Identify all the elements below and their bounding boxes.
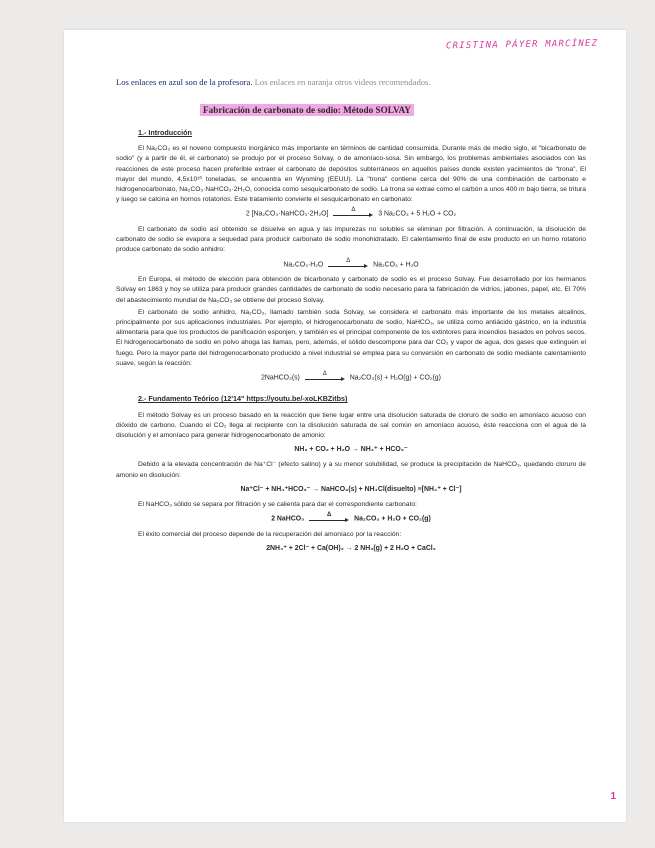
intro-paragraph-1: El Na₂CO₃ es el noveno compuesto inorgánico más importante en términos de cantidad consumida. Durante más de medio siglo, el "bicarbonato de sodio" (y a partir de él, el carbonato) se produjo por el proceso Solvay, o de amoníaco-sosa. Sin embargo, los problemas ambientales asociados con las reacciones de este proceso hacen preferible extraer el carbonato de depósitos subterráneos en aquellos países donde existen yacimientos de "trona". El mayor del mundo, 4,5x10¹⁰ toneladas, se encuentra en Wyoming (EEUU). La "trona" contiene cerca del 90% de una combinación de carbonato e hidrogenocarbonato, Na₂CO₃·NaHCO₃·2H₂O, conocida como sesquicarbonato de sodio. La trona se extrae como el carbón a unos 400 m bajo tierra, se tritura y luego se calcina en hornos rotatorios. Este tratamiento convierte el sesquicarbonato en carbonato:	[116, 145, 586, 204]
section-heading-text: 2.- Fundamento Teórico	[138, 394, 219, 404]
note-blue-links: Los enlaces en azul son de la profesora.	[116, 77, 253, 87]
reaction-arrow-icon	[333, 209, 373, 218]
theory-paragraph-1: El método Solvay es un proceso basado en la reacción que tiene lugar entre una disolución saturada de cloruro de sodio en amoníaco acuoso con dióxido de carbono. Cuando el CO₂ llega al recipiente con la disolución saturada de sal común en amoníaco acuoso, éste reacciona con el agua de la disolución y el amoníaco para generar hidrogenocarbonato de amonio:	[116, 411, 586, 440]
reaction-arrow-icon	[328, 257, 368, 269]
equation-right: Na₂CO₃ + H₂O	[373, 260, 419, 268]
theory-paragraph-4: El éxito comercial del proceso depende de la recuperación del amoníaco por la reacción:	[138, 530, 402, 538]
intro-paragraph-2: El carbonato de sodio así obtenido se disuelve en agua y las impurezas no solubles se eliminan por filtración. A continuación, la disolución de carbonato de sodio se evapora a sequedad para producir carbonato de sodio monohidratado. El calentamiento final de este producto en un horno rotatorio produce carbonato de sodio anhidro:	[116, 225, 586, 254]
delta-symbol: Δ	[351, 207, 356, 214]
delta-symbol: Δ	[322, 370, 327, 377]
equation-trona-calcination	[116, 209, 586, 220]
equation-left: 2NaHCO₃(s)	[261, 374, 300, 382]
theory-paragraph-3: El NaHCO₃ sólido se separa por filtración y se calienta para dar el correspondiente carbonato:	[138, 501, 417, 509]
video-link[interactable]: (12'14" https://youtu.be/-xoLKBZitbs)	[220, 394, 348, 404]
equation-left: Na₂CO₃·H₂O	[283, 260, 324, 268]
delta-symbol: Δ	[346, 257, 351, 264]
intro-paragraph-4: El carbonato de sodio anhidro, Na₂CO₃, llamado también soda Solvay, se considera el carbonato más importante de los metales alcalinos, principalmente por sus aplicaciones industriales. Por ejemplo, el hidrogenocarbonato de sodio, NaHCO₃, se utiliza como antiácido gástrico, en la industria alimentaria para que los productos de panificación esponjen, y también es el principal componente de los extintores para incendios basados en polvos secos. El hidrogenocarbonato de sodio en polvo ahoga las llamas, pero, además, el sólido descompone para dar CO₂ y vapor de agua, dos gases que extinguen el fuego. Pero la mayor parte del hidrogenocarbonato producido a nivel industrial se emplea para su conversión en carbonato de sodio mediante calentamiento suave, según la reacción:	[116, 308, 586, 367]
link-color-note	[116, 77, 431, 87]
equation-precipitation: Na⁺Cl⁻ + NH₄⁺HCO₃⁻ → NaHCO₃(s) + NH₄Cl(disuelto) ≡[NH₄⁺ + Cl⁻]	[240, 485, 462, 493]
document-body	[116, 128, 586, 559]
section-heading-fundamento	[138, 394, 586, 404]
equation-monohydrate	[116, 257, 586, 271]
delta-symbol: Δ	[327, 512, 332, 519]
theory-paragraph-2: Debido a la elevada concentración de Na⁺Cl⁻ (efecto salino) y a su menor solubilidad, se produce la precipitación de NaHCO₃, quedando cloruro de amonio en disolución:	[116, 461, 586, 479]
equation-left: 2 NaHCO₃	[271, 515, 305, 523]
author-handwritten-name: CRISTINA PÁYER MARCÍNEZ	[445, 38, 599, 52]
document-page	[64, 30, 626, 822]
document-title: Fabricación de carbonato de sodio: Método SOLVAY	[200, 104, 414, 116]
equation-right: Na₂CO₃(s) + H₂O(g) + CO₂(g)	[349, 374, 441, 382]
equation-right: Na₂CO₃ + H₂O + CO₂(g)	[354, 515, 431, 523]
equation-ammonia-recovery: 2NH₄⁺ + 2Cl⁻ + Ca(OH)₂ → 2 NH₃(g) + 2 H₂O + CaCl₂	[266, 545, 436, 553]
equation-carbonate-formation	[116, 514, 586, 525]
equation-bicarbonate-heating	[116, 370, 586, 384]
equation-left: 2 [Na₂CO₃·NaHCO₃·2H₂O]	[245, 210, 329, 218]
note-orange-links: Los enlaces en naranja otros videos recomendados.	[254, 77, 431, 87]
page-number: 1	[610, 791, 616, 802]
reaction-arrow-icon	[309, 514, 349, 523]
equation-right: 3 Na₂CO₃ + 5 H₂O + CO₂	[378, 210, 457, 218]
equation-ammonium-bicarbonate: NH₃ + CO₂ + H₂O → NH₄⁺ + HCO₃⁻	[294, 446, 408, 454]
section-heading-introduccion: 1.- Introducción	[138, 128, 192, 137]
intro-paragraph-3: En Europa, el método de elección para obtención de bicarbonato y carbonato de sodio es el proceso Solvay. Fue desarrollado por los hermanos Solvay en 1863 y hoy se utiliza para producir grandes cantidades de carbonato de sodio necesario para la fabricación de vidrios, jabones, papel, etc. El 70% del abastecimiento mundial de Na₂CO₃ se obtiene del proceso Solvay.	[116, 276, 586, 304]
reaction-arrow-icon	[305, 370, 345, 382]
